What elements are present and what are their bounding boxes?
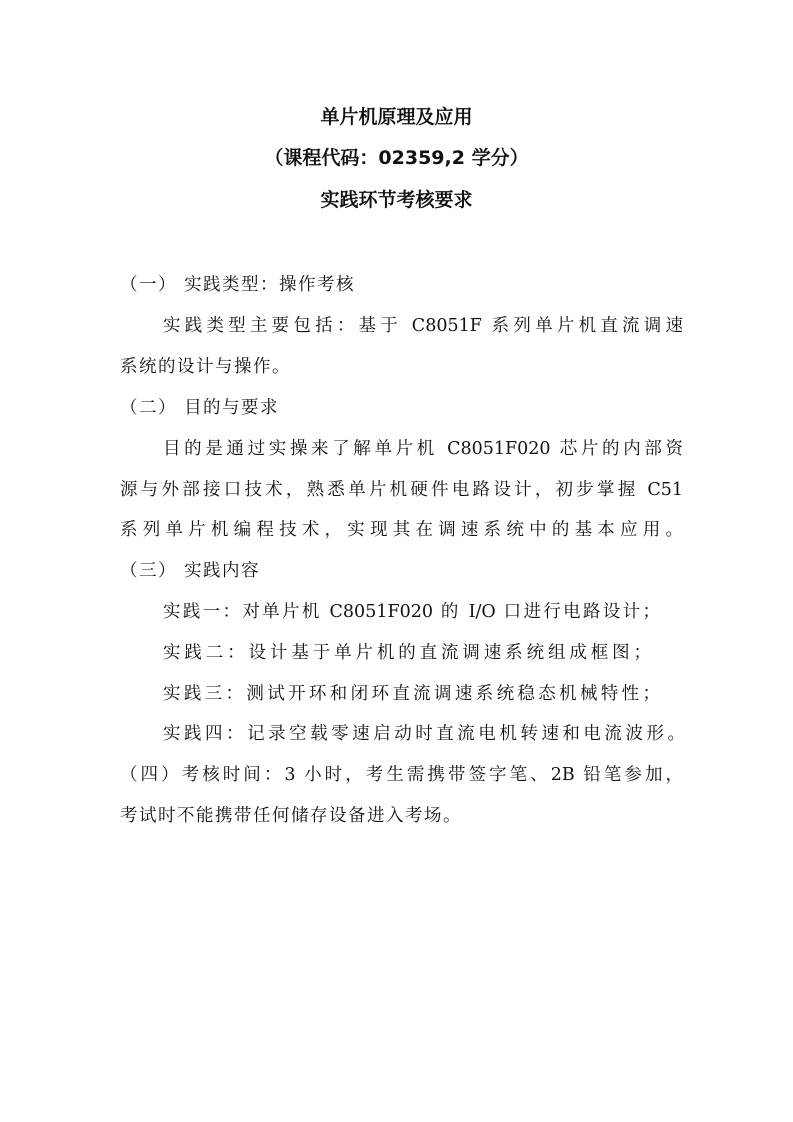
document-title: 单片机原理及应用 bbox=[320, 106, 473, 128]
section-1-text-line: 实践类型主要包括：基于 C8051F 系列单片机直流调速 bbox=[163, 316, 683, 336]
section-2-text-line: 系列单片机编程技术，实现其在调速系统中的基本应用。 bbox=[120, 520, 683, 540]
section-2-text-line: 源与外部接口技术，熟悉单片机硬件电路设计，初步掌握 C51 bbox=[120, 480, 683, 500]
practice-item: 实践三：测试开环和闭环直流调速系统稳态机械特性； bbox=[163, 684, 660, 704]
section-2-text-line: 目的是通过实操来了解单片机 C8051F020 芯片的内部资 bbox=[163, 439, 683, 459]
section-4-text-line: （四）考核时间：3 小时，考生需携带签字笔、2B 铅笔参加， bbox=[120, 765, 683, 785]
section-2-heading: （二） 目的与要求 bbox=[120, 398, 280, 418]
section-3-heading: （三） 实践内容 bbox=[120, 561, 261, 581]
practice-item: 实践一：对单片机 C8051F020 的 I/O 口进行电路设计； bbox=[163, 602, 660, 622]
practice-item: 实践二：设计基于单片机的直流调速系统组成框图； bbox=[163, 643, 651, 663]
document-subtitle: 实践环节考核要求 bbox=[320, 189, 473, 211]
section-1-heading: （一） 实践类型：操作考核 bbox=[120, 275, 356, 295]
section-1-text-line: 系统的设计与操作。 bbox=[120, 357, 291, 377]
section-4-text-line: 考试时不能携带任何储存设备进入考场。 bbox=[120, 806, 462, 826]
course-code: （课程代码：02359,2 学分） bbox=[264, 147, 529, 169]
practice-item: 实践四：记录空载零速启动时直流电机转速和电流波形。 bbox=[163, 724, 685, 744]
